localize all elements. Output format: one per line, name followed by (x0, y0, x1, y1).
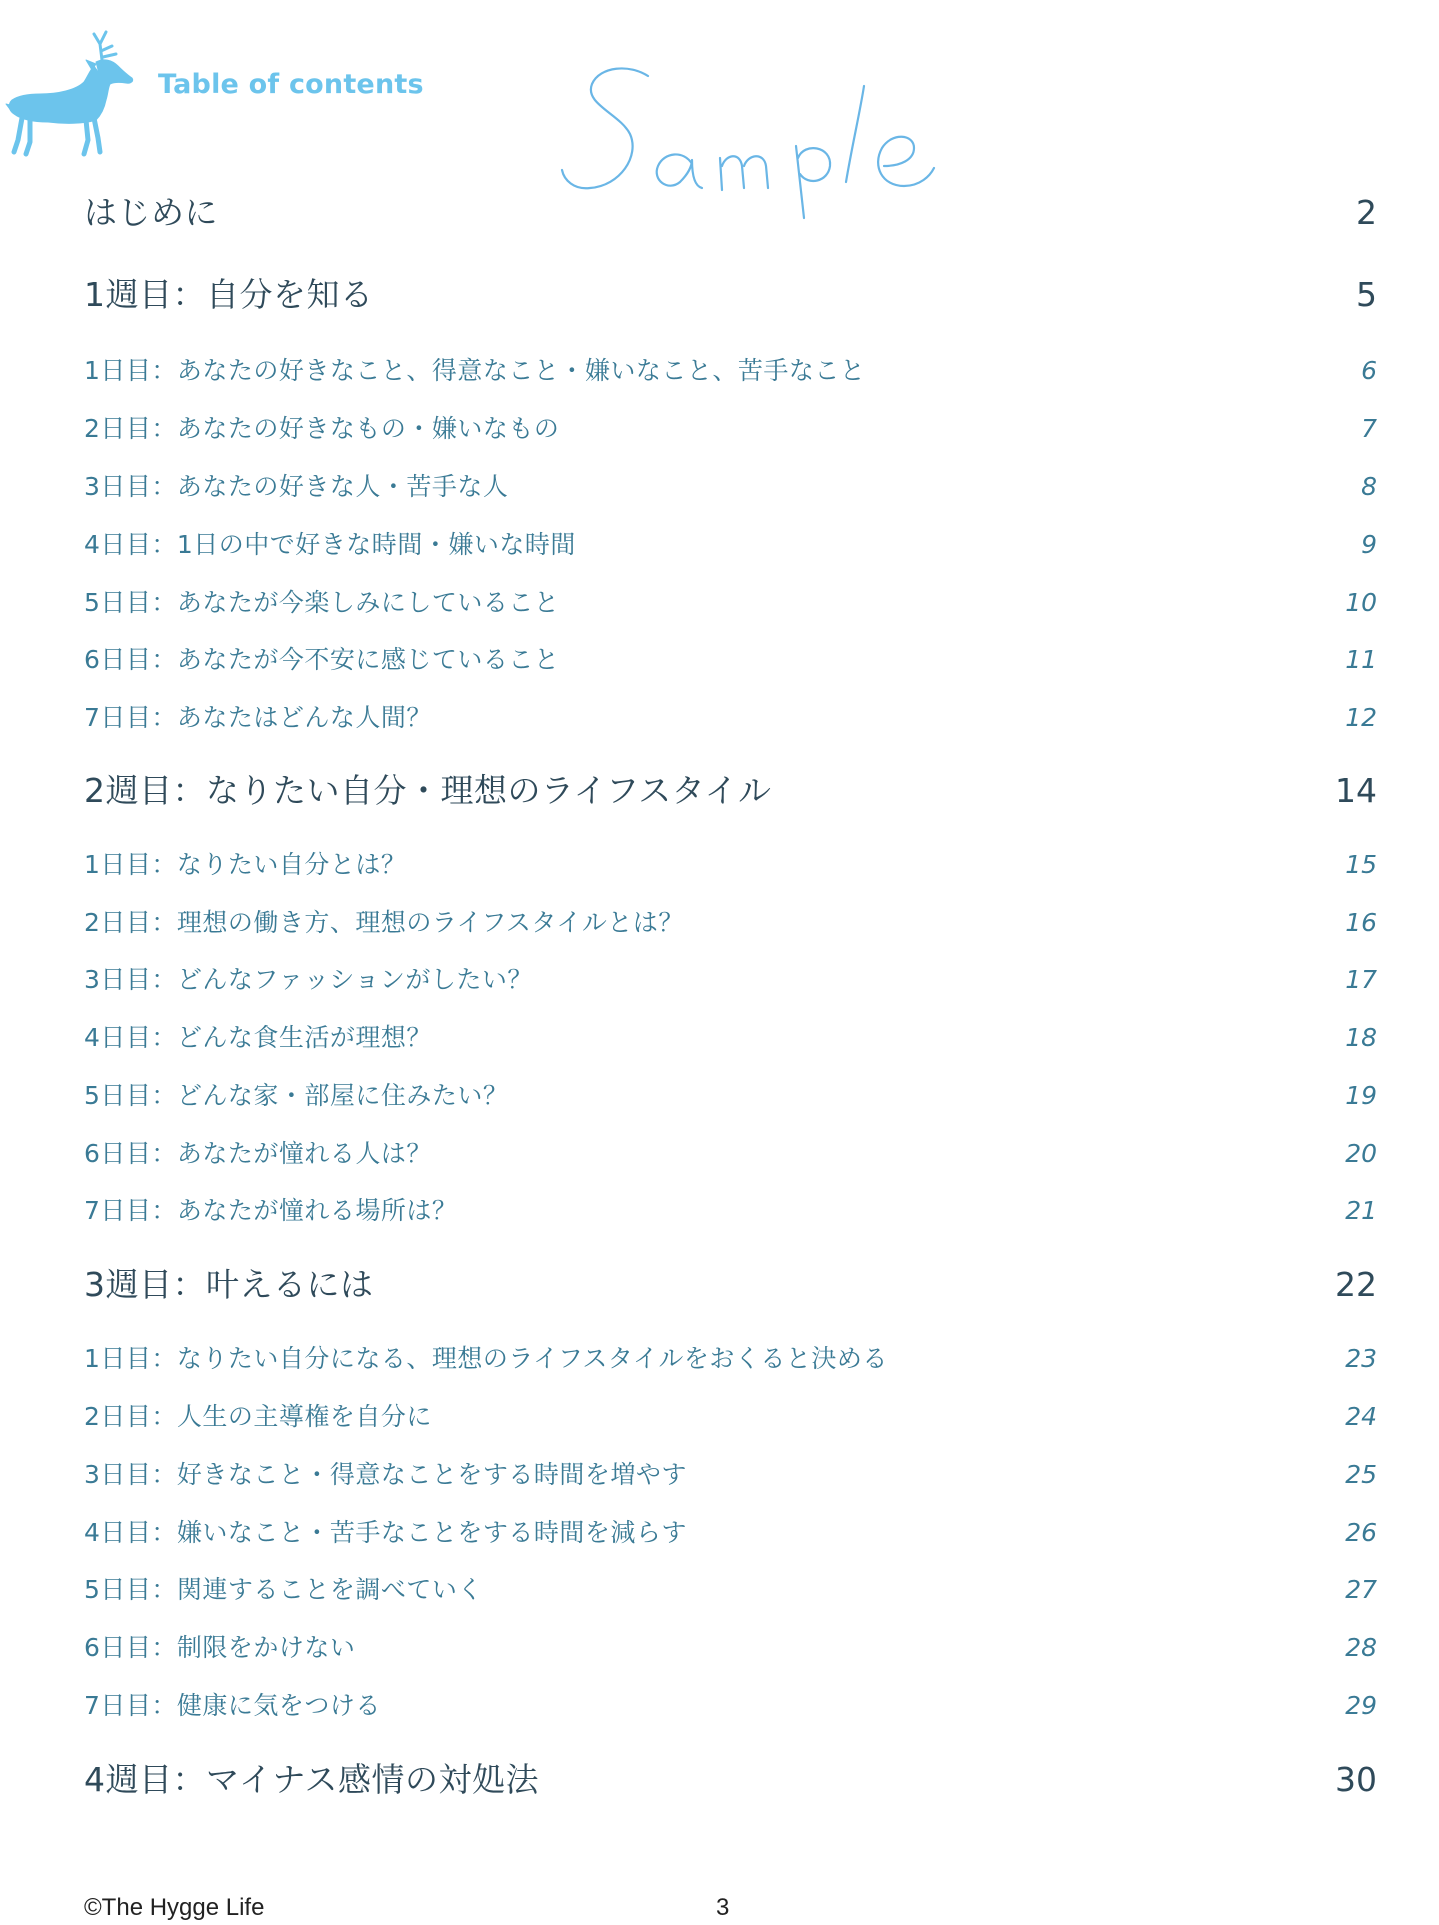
toc-entry-title: 2日目：人生の主導権を自分に (84, 1402, 432, 1431)
toc-entry-week-2-day-6[interactable] (84, 1134, 1377, 1170)
toc-entry-title: 2日目：あなたの好きなもの・嫌いなもの (84, 414, 560, 443)
toc-entry-week-4[interactable] (84, 1754, 1377, 1801)
toc-entry-page: 11 (1345, 645, 1377, 674)
toc-entry-title: 3週目：叶えるには (84, 1265, 374, 1304)
toc-entry-title: 4日目：1日の中で好きな時間・嫌いな時間 (84, 530, 576, 559)
toc-entry-page: 8 (1361, 472, 1377, 501)
toc-entry-week-2-day-4[interactable] (84, 1018, 1377, 1054)
toc-entry-title: 3日目：どんなファッションがしたい？ (84, 965, 533, 994)
toc-entry-week-3-day-4[interactable] (84, 1513, 1377, 1549)
toc-entry-title: 4日目：嫌いなこと・苦手なことをする時間を減らす (84, 1518, 687, 1547)
toc-entry-week-1[interactable] (84, 269, 1377, 316)
deer-icon (4, 24, 140, 158)
footer-page-number: 3 (716, 1894, 730, 1921)
toc-entry-week-1-day-6[interactable] (84, 640, 1377, 676)
toc-entry-page: 19 (1345, 1081, 1377, 1110)
toc-entry-week-3-day-5[interactable] (84, 1570, 1377, 1606)
toc-entry-page: 2 (1356, 193, 1377, 232)
toc-entry-page: 25 (1345, 1460, 1377, 1489)
toc-entry-page: 20 (1345, 1139, 1377, 1168)
toc-entry-week-1-day-5[interactable] (84, 583, 1377, 619)
toc-entry-title: 5日目：関連することを調べていく (84, 1575, 483, 1604)
toc-entry-week-2-day-2[interactable] (84, 903, 1377, 939)
toc-entry-week-2[interactable] (84, 765, 1377, 812)
toc-entry-page: 16 (1345, 908, 1377, 937)
toc-entry-title: 1週目：自分を知る (84, 275, 374, 314)
toc-entry-page: 6 (1361, 356, 1377, 385)
toc-entry-title: 3日目：あなたの好きな人・苦手な人 (84, 472, 509, 501)
toc-entry-page: 5 (1356, 275, 1377, 314)
toc-entry-week-3[interactable] (84, 1259, 1377, 1306)
toc-entry-week-3-day-7[interactable] (84, 1686, 1377, 1722)
toc-entry-title: 1日目：なりたい自分になる、理想のライフスタイルをおくると決める (84, 1344, 888, 1373)
toc-entry-page: 24 (1345, 1402, 1377, 1431)
toc-entry-week-3-day-3[interactable] (84, 1455, 1377, 1491)
toc-entry-week-1-day-1[interactable] (84, 351, 1377, 387)
toc-entry-title: 4週目：マイナス感情の対処法 (84, 1760, 540, 1799)
toc-entry-page: 30 (1335, 1760, 1377, 1799)
toc-entry-page: 17 (1345, 965, 1377, 994)
toc-entry-page: 22 (1335, 1265, 1377, 1304)
toc-entry-title: 5日目：あなたが今楽しみにしていること (84, 588, 560, 617)
toc-entry-title: 7日目：健康に気をつける (84, 1691, 381, 1720)
toc-entry-week-1-day-7[interactable] (84, 698, 1377, 734)
toc-entry-week-3-day-6[interactable] (84, 1628, 1377, 1664)
toc-entry-week-2-day-5[interactable] (84, 1076, 1377, 1112)
toc-entry-title: 6日目：あなたが今不安に感じていること (84, 645, 560, 674)
toc-entry-week-2-day-3[interactable] (84, 960, 1377, 996)
toc-entry-title: 7日目：あなたはどんな人間？ (84, 703, 432, 732)
toc-entry-page: 18 (1345, 1023, 1377, 1052)
toc-entry-intro[interactable] (84, 187, 1377, 234)
toc-entry-title: 6日目：制限をかけない (84, 1633, 356, 1662)
toc-entry-title: 5日目：どんな家・部屋に住みたい？ (84, 1081, 509, 1110)
toc-entry-title: 1日目：なりたい自分とは？ (84, 850, 407, 879)
toc-entry-page: 7 (1361, 414, 1377, 443)
toc-entry-week-2-day-1[interactable] (84, 845, 1377, 881)
toc-entry-week-1-day-4[interactable] (84, 525, 1377, 561)
toc-entry-title: 1日目：あなたの好きなこと、得意なこと・嫌いなこと、苦手なこと (84, 356, 866, 385)
toc-entry-page: 15 (1345, 850, 1377, 879)
toc-entry-page: 29 (1345, 1691, 1377, 1720)
toc-entry-title: 2週目：なりたい自分・理想のライフスタイル (84, 771, 772, 810)
toc-entry-week-3-day-2[interactable] (84, 1397, 1377, 1433)
toc-entry-week-2-day-7[interactable] (84, 1191, 1377, 1227)
toc-heading: Table of contents (158, 69, 424, 100)
toc-entry-page: 26 (1345, 1518, 1377, 1547)
toc-entry-page: 14 (1335, 771, 1377, 810)
toc-entry-page: 9 (1361, 530, 1377, 559)
toc-entry-title: 6日目：あなたが憧れる人は？ (84, 1139, 432, 1168)
toc-entry-title: 2日目：理想の働き方、理想のライフスタイルとは？ (84, 908, 684, 937)
toc-entry-week-3-day-1[interactable] (84, 1339, 1377, 1375)
toc-entry-title: はじめに (84, 193, 218, 232)
toc-entry-week-1-day-3[interactable] (84, 467, 1377, 503)
toc-entry-title: 3日目：好きなこと・得意なことをする時間を増やす (84, 1460, 687, 1489)
toc-entry-page: 23 (1345, 1344, 1377, 1373)
toc-entry-page: 21 (1345, 1196, 1377, 1225)
toc-entry-week-1-day-2[interactable] (84, 409, 1377, 445)
toc-entry-page: 28 (1345, 1633, 1377, 1662)
footer-copyright: ©The Hygge Life (84, 1894, 265, 1921)
toc-entry-title: 4日目：どんな食生活が理想？ (84, 1023, 432, 1052)
toc-entry-page: 10 (1345, 588, 1377, 617)
toc-entry-title: 7日目：あなたが憧れる場所は？ (84, 1196, 458, 1225)
toc-entry-page: 12 (1345, 703, 1377, 732)
toc-entry-page: 27 (1345, 1575, 1377, 1604)
